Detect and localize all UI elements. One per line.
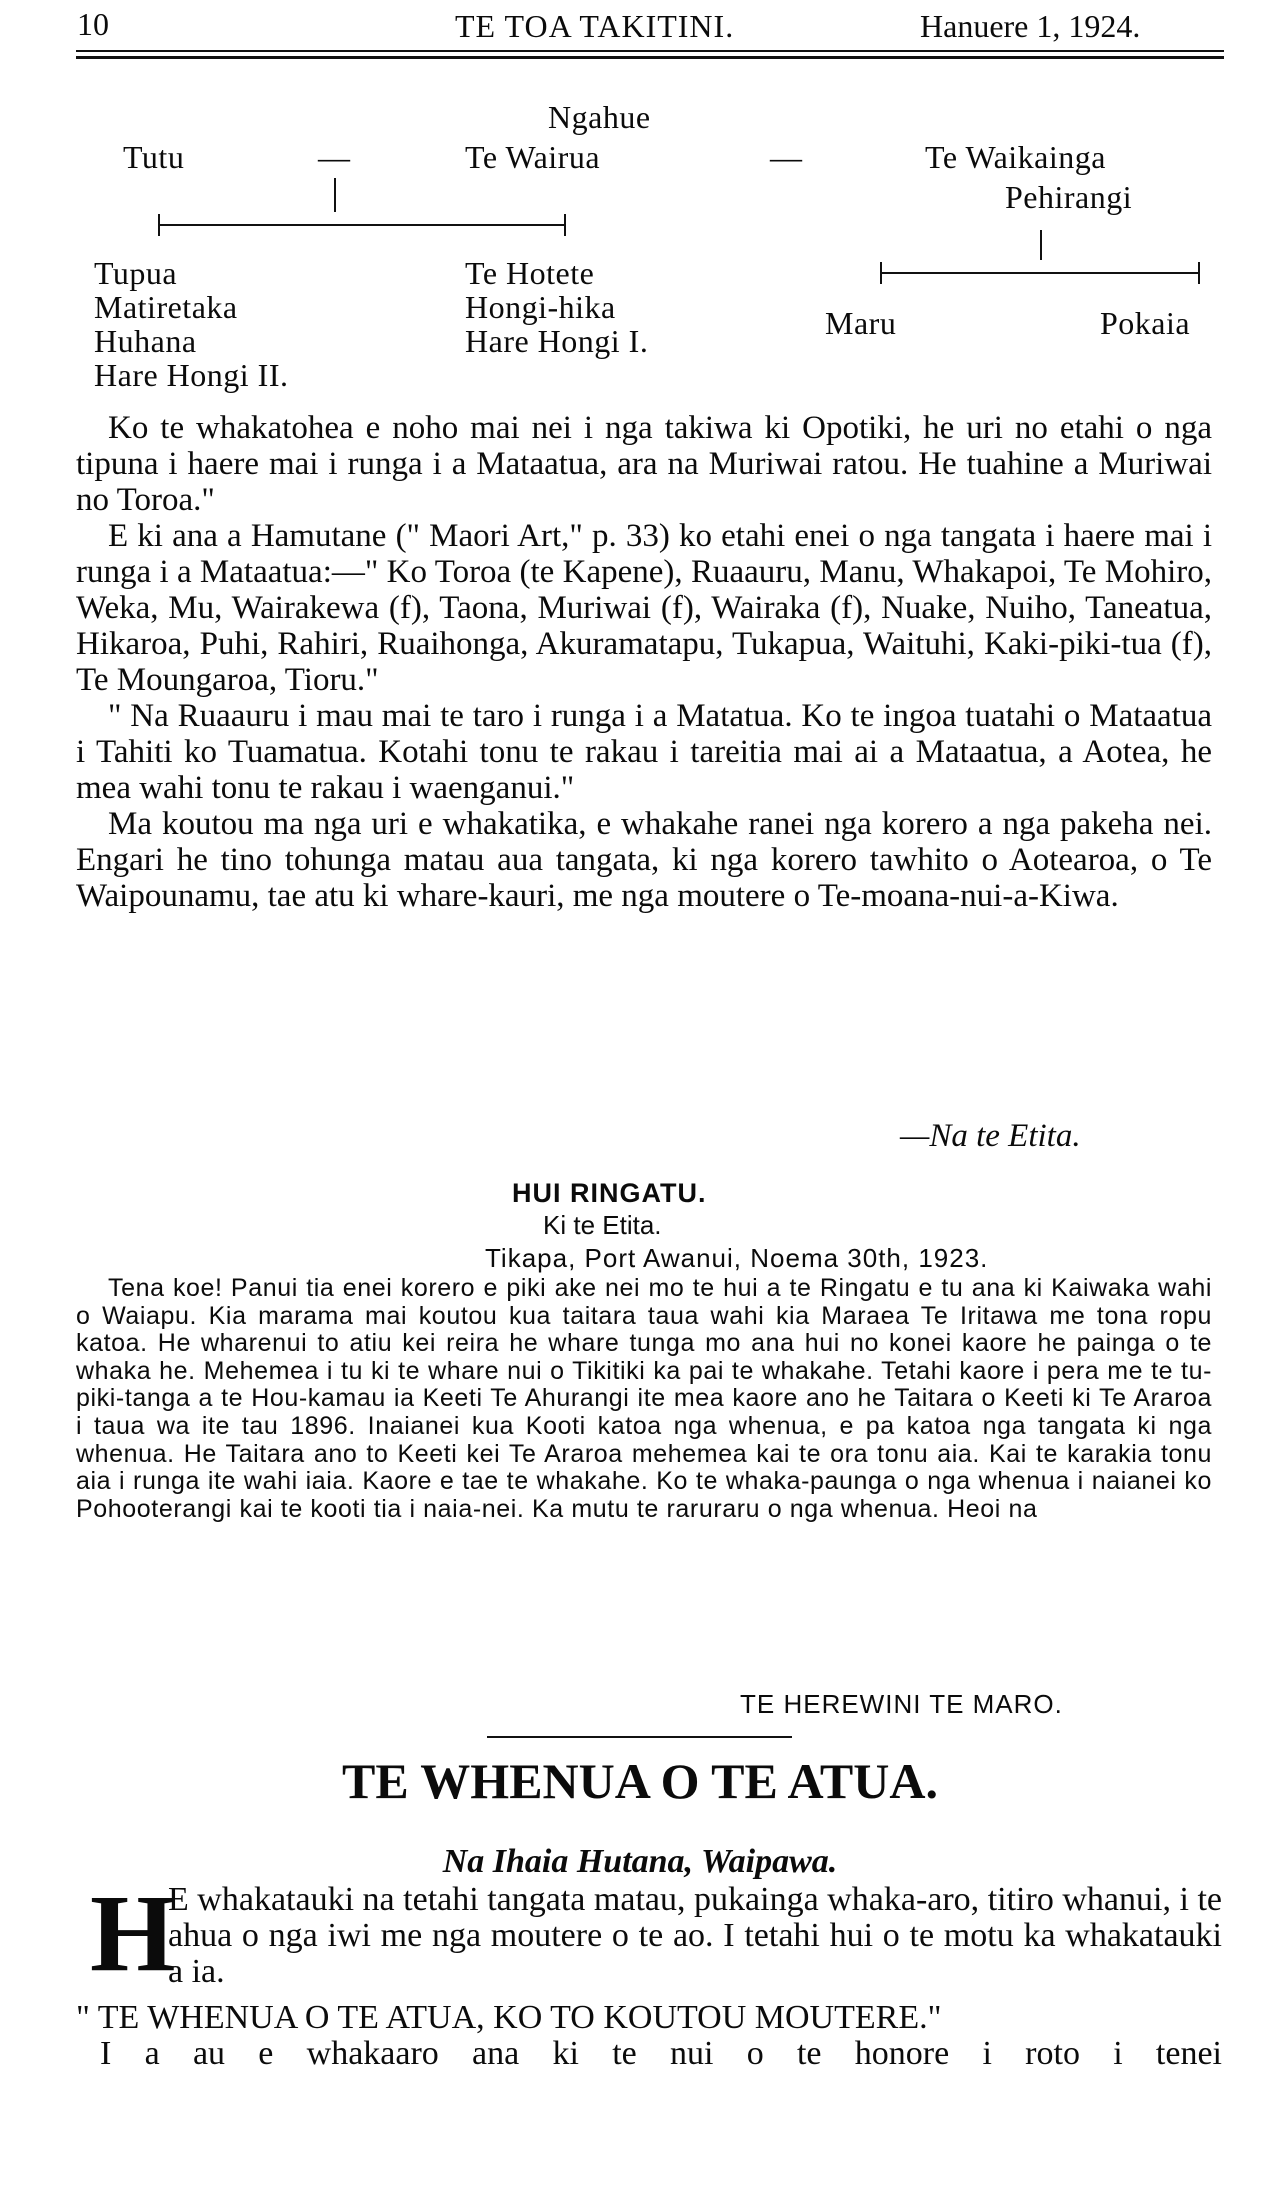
tree-dash-2: —: [770, 139, 803, 175]
paragraph-start: I a au e whakaaro ana ki te nui o te honore i roto i tenei: [100, 2035, 1222, 2072]
drop-cap: H: [90, 1872, 176, 1994]
tree-line-right-drop-1: [880, 262, 882, 284]
section-divider: [487, 1736, 792, 1738]
tree-ngahue: Ngahue: [548, 99, 651, 135]
tree-line-pehirangi: [1040, 230, 1042, 260]
intro-paragraph: E whakatauki na tetahi tangata matau, pukainga whaka-aro, titiro whanui, i te ahua o nga iwi me nga moutere o te ao. I tetahi hui o te motu ka whakatauki a ia.: [168, 1881, 1222, 1990]
paragraph: Ma koutou ma nga uri e whakatika, e whakahe ranei nga korero a nga pakeha nei. Engari he tino tohunga matau aua tangata, ki nga korero tawhito o Aotearoa, o Te Waipounamu, tae atu ki whare-kauri, me nga moutere o Te-moana-nui-a-Kiwa.: [76, 806, 1212, 914]
genealogy-tree: [0, 0, 1280, 420]
tree-matiretaka: Matiretaka: [94, 289, 238, 325]
page-number: 10: [77, 6, 109, 42]
letter-signature: TE HEREWINI TE MARO.: [740, 1689, 1063, 1719]
tree-tupua: Tupua: [94, 255, 178, 291]
letter-place-date: Tikapa, Port Awanui, Noema 30th, 1923.: [485, 1243, 989, 1273]
article-title: TE WHENUA O TE ATUA.: [342, 1753, 938, 1809]
tree-line-left-drop: [158, 214, 160, 236]
tree-dash-1: —: [318, 139, 351, 175]
letter-salutation-heading: Ki te Etita.: [543, 1210, 662, 1240]
tree-line-horizontal-right: [880, 272, 1200, 274]
editor-signoff: —Na te Etita.: [900, 1118, 1081, 1154]
tree-te-wairua: Te Wairua: [465, 139, 601, 175]
tree-hongi-hika: Hongi-hika: [465, 289, 616, 325]
tree-huhana: Huhana: [94, 323, 197, 359]
issue-date: Hanuere 1, 1924.: [920, 8, 1141, 44]
tree-line-horizontal-left: [158, 224, 566, 226]
tree-pokaia: Pokaia: [1100, 305, 1191, 341]
tree-te-waikainga: Te Waikainga: [925, 139, 1106, 175]
paragraph: E ki ana a Hamutane (" Maori Art," p. 33) ko etahi enei o nga tangata i haere mai i runga i a Mataatua:—" Ko Toroa (te Kapene), Ruaauru, Manu, Whakapoi, Te Mohiro, Weka, Mu, Wairakewa (f), Taona, Muriwai (f), Wairaka (f), Nuake, Nuiho, Taneatua, Hikaroa, Puhi, Rahiri, Ruaihonga, Akuramatapu, Tukapua, Waituhi, Kaki-piki-tua (f), Te Moungaroa, Tioru.": [76, 518, 1212, 698]
tree-te-hotete: Te Hotete: [465, 255, 595, 291]
article-body: [76, 410, 1212, 914]
tree-line-tutu: [334, 178, 336, 212]
tree-tutu: Tutu: [123, 139, 185, 175]
tree-hare-hongi-i: Hare Hongi I.: [465, 323, 649, 359]
tree-hare-hongi-ii: Hare Hongi II.: [94, 357, 289, 393]
article-byline: Na Ihaia Hutana, Waipawa.: [442, 1843, 838, 1880]
paragraph: " Na Ruaauru i mau mai te taro i runga i a Matatua. Ko te ingoa tuatahi o Mataatua i Tahiti ko Tuamatua. Kotahi tonu te rakau i tareitia mai ai a Mataatua, a Aotea, he mea wahi tonu te rakau i waenganui.": [76, 698, 1212, 806]
tree-line-middle-drop: [564, 214, 566, 236]
tree-line-right-drop-2: [1198, 262, 1200, 284]
publication-title: TE TOA TAKITINI.: [455, 8, 735, 44]
motto-quote: " TE WHENUA O TE ATUA, KO TO KOUTOU MOUTERE.": [76, 1999, 942, 2036]
letter-title: HUI RINGATU.: [512, 1178, 707, 1208]
paragraph: Ko te whakatohea e noho mai nei i nga takiwa ki Opotiki, he uri no etahi o nga tipuna i haere mai i runga i a Mataatua, ara na Muriwai ratou. He tuahine a Muriwai no Toroa.": [76, 410, 1212, 518]
letter-body: [76, 1275, 1212, 1523]
tree-maru: Maru: [825, 305, 897, 341]
paragraph: Tena koe! Panui tia enei korero e piki ake nei mo te hui a te Ringatu e tu ana ki Kaiwaka wahi o Waiapu. Kia marama mai koutou kua taitara taua wahi kia Maraea Te Iritawa me tona ropu katoa. He wharenui to atiu kei reira he whare tunga mo ana hui no konei kaore he painga o te whaka he. Mehemea i tu ki te whare nui o Tikitiki ka pai te whakahe. Tetahi kaore i pera me te tu-piki-tanga a te Hou-kamau ia Keeti Te Ahurangi ite mea kaore ano he Taitara o Keeti ki Te Araroa i taua wa ite tau 1896. Inaianei kua Kooti katoa nga whenua, e pa katoa nga tangata ki nga whenua. He Taitara ano to Keeti kei Te Araroa mehemea kai te ora tonu aia. Kai te karakia tonu aia i runga ite wahi iaia. Kaore e tae te whakahe. Ko te whaka-paunga o nga whenua i naianei ko Pohooterangi kai te kooti tia i naia-nei. Ka mutu te raruraru o nga whenua. Heoi na: [76, 1274, 1212, 1523]
tree-pehirangi: Pehirangi: [1005, 179, 1133, 215]
